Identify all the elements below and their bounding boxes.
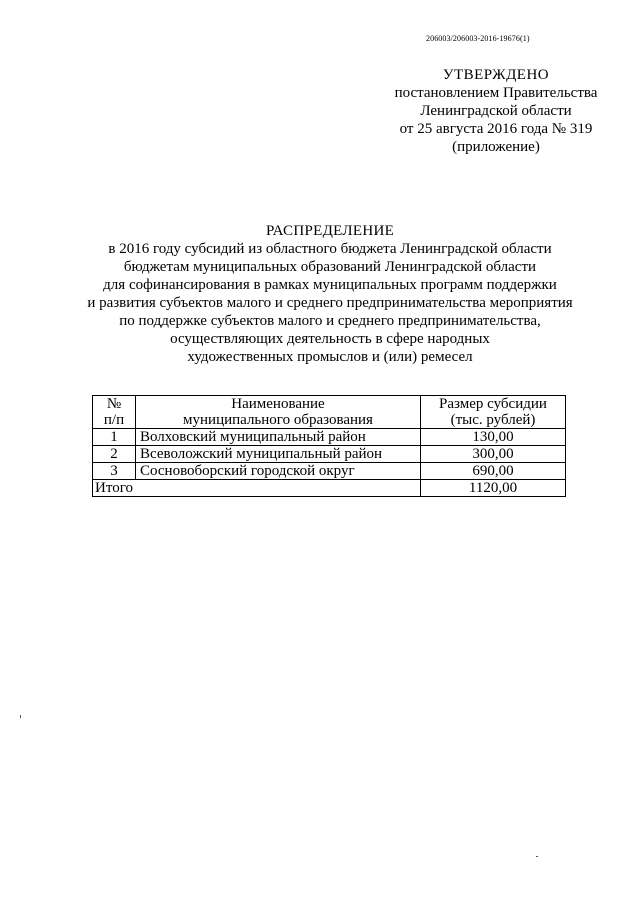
heading-line: по поддержке субъектов малого и среднего предпринимательства, [119,313,541,329]
row-municipality: Всеволожский муниципальный район [136,446,421,463]
total-amount: 1120,00 [421,480,566,497]
heading-line: художественных промыслов и (или) ремесел [187,349,473,365]
header-amount-sublabel: (тыс. рублей) [450,412,536,428]
header-name-sublabel: муниципального образования [183,412,373,428]
heading-line: осуществляющих деятельность в сфере народных [170,331,490,347]
row-amount: 690,00 [421,463,566,480]
document-registration-code: 206003/206003-2016-19676(1) [426,34,530,43]
approval-line: от 25 августа 2016 года № 319 [399,121,593,137]
heading-line: бюджетам муниципальных образований Ленинградской области [123,259,537,275]
heading-line: для софинансирования в рамках муниципальных программ поддержки [103,277,557,293]
approval-title: УТВЕРЖДЕНО [442,67,550,83]
approval-line: Ленинградской области [420,103,572,119]
row-municipality: Волховский муниципальный район [136,429,421,446]
table-row [93,446,566,463]
heading-line: и развития субъектов малого и среднего предпринимательства мероприятия [87,295,573,311]
header-name-label: Наименование [231,396,325,412]
heading-line: в 2016 году субсидий из областного бюджета Ленинградской области [108,241,552,257]
row-municipality: Сосновоборский городской округ [136,463,421,480]
row-number: 1 [93,429,136,446]
scan-speck [536,856,538,857]
table-row [93,429,566,446]
row-number: 3 [93,463,136,480]
row-amount: 130,00 [421,429,566,446]
row-amount: 300,00 [421,446,566,463]
approval-line: (приложение) [452,139,540,155]
header-number-label: № [106,396,122,412]
heading-title: РАСПРЕДЕЛЕНИЕ [265,223,395,239]
total-label: Итого [93,480,421,497]
subsidy-distribution-table [92,395,566,497]
table-header-row [93,396,566,429]
table-row [93,463,566,480]
header-amount-cell [421,396,566,429]
header-number-cell [93,396,136,429]
approval-stamp-block [376,66,616,156]
header-amount-label: Размер субсидии [439,396,547,412]
row-number: 2 [93,446,136,463]
approval-line: постановлением Правительства [394,85,598,101]
table-total-row [93,480,566,497]
scan-speck [20,715,21,718]
header-name-cell [136,396,421,429]
document-heading [60,222,600,366]
header-number-sublabel: п/п [103,412,125,428]
